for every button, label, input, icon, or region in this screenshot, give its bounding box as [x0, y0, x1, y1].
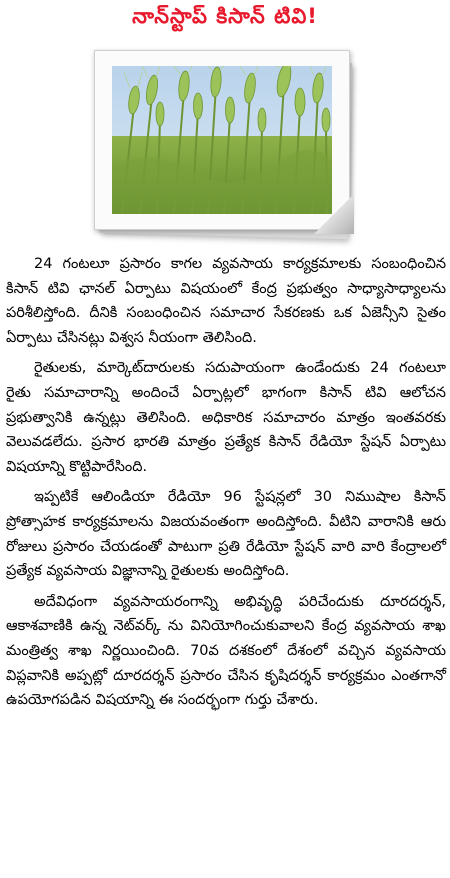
article-paragraph-2: రైతులకు, మార్కెట్‌దారులకు సదుపాయంగా ఉండేందుకు 24 గంటలూ రైతు సమాచారాన్ని అందించే ఏర్పాట్లలో భాగంగా కిసాన్ టివి ఆలోచన ప్రభుత్వానికి ఉన్నట్లు తెలిసింది. అధికారిక సమాచారం మాత్రం ఇంతవరకు వెలువడలేదు. ప్రసార భారతి మాత్రం ప్రత్యేక కిసాన్ రేడియో స్టేషన్ ఏర్పాటు విషయాన్ని కొట్టిపారేసింది. — [6, 360, 446, 475]
article-paragraph-1: 24 గంటలూ ప్రసారం కాగల వ్యవసాయ కార్యక్రమాలకు సంబంధించిన కిసాన్ టివి ఛానల్ ఏర్పాటు విషయంలో కేంద్ర ప్రభుత్వం సాధ్యాసాధ్యాలను పరిశీలిస్తోంది. దీనికి సంబంధించిన సమాచార సేకరణకు ఒక ఏజెన్సీని సైతం ఏర్పాటు చేసినట్లు విశ్వస నీయంగా తెలిసింది. — [6, 256, 446, 346]
article-paragraph-3: ఇప్పటికే ఆలిండియా రేడియో 96 స్టేషన్లలో 30 నిముషాల కిసాన్ ప్రోత్సాహక కార్యక్రమాలను విజయవంతంగా అందిస్తోంది. వీటిని వారానికి ఆరు రోజులు ప్రసారం చేయడంతో పాటుగా ప్రతి రేడియో స్టేషన్ వారి వారి కేంద్రాలలో ప్రత్యేక వ్యవసాయ విజ్ఞానాన్ని రైతులకు అందిస్తోంది. — [6, 489, 446, 580]
article-body — [6, 252, 446, 719]
article-paragraph-4: అదేవిధంగా వ్యవసాయరంగాన్ని అభివృద్ధి పరిచేందుకు దూరదర్శన్, ఆకాశవాణికి ఉన్న నెట్‌వర్క్ ను వినియోగించుకువాలని కేంద్ర వ్యవసాయ శాఖ మంత్రిత్వ శాఖ నిర్ణయించింది. 70వ దశకంలో దేశంలో వచ్చిన వ్యవసాయ విప్లవానికి అప్పట్లో దూరదర్శన్ ప్రసారం చేసిన కృషిదర్శన్ కార్యక్రమం ఎంతగానో ఉపయోగపడిన విషయాన్ని ఈ సందర్భంగా గుర్తు చేశారు. — [6, 593, 446, 709]
photo-frame — [88, 46, 362, 242]
wheat-field-photo-icon — [112, 66, 332, 214]
page-title: నాన్‌స్టాప్ కిసాన్ టివి! — [132, 4, 318, 28]
